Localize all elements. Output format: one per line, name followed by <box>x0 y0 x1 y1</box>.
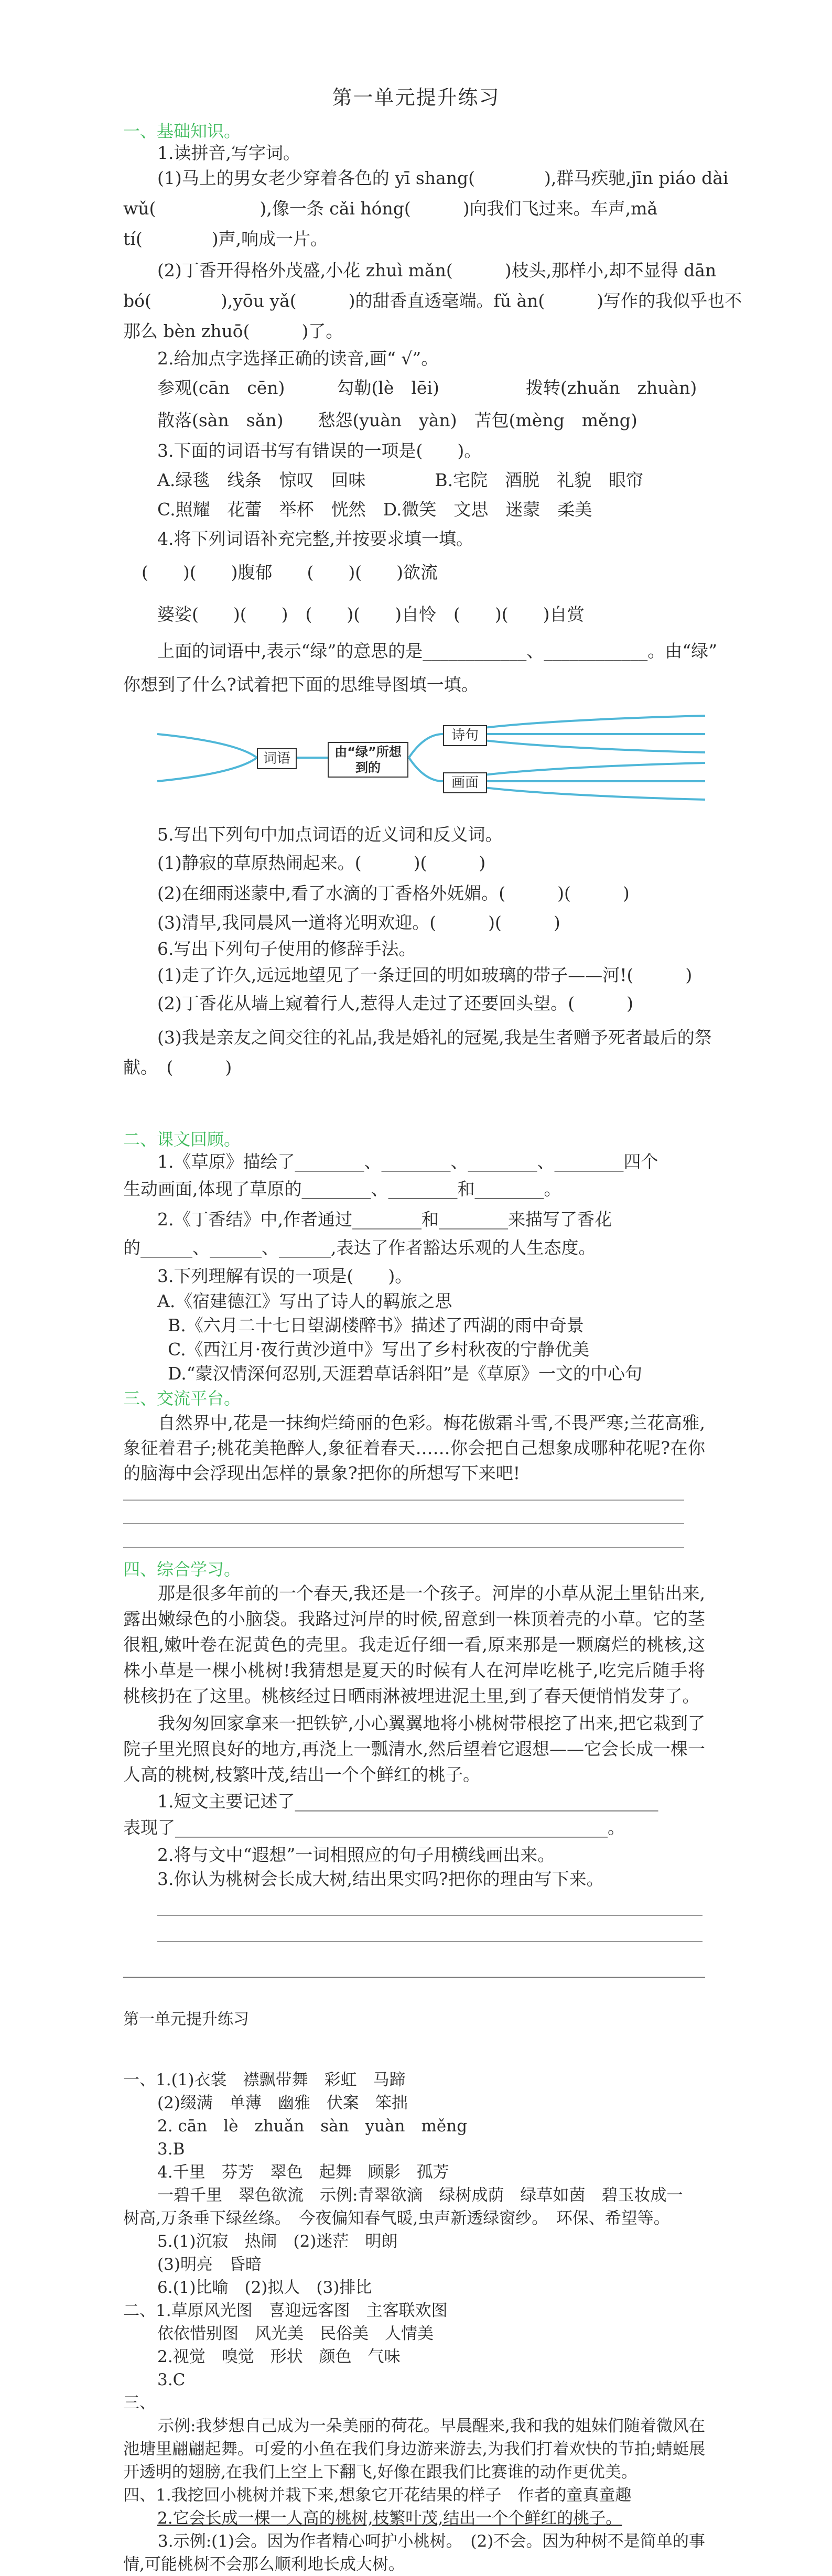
mind-map-node-scenes: 画面 <box>443 772 487 793</box>
q6-prompt: 6.写出下列句子使用的修辞手法。 <box>157 939 416 959</box>
q3-options-ab: A.绿毯 线条 惊叹 回味 B.宅院 酒脱 礼貌 眼帘 <box>157 470 644 490</box>
q2-line-2: 散落(sàn sǎn) 愁怨(yuàn yàn) 苫包(mèng měng) <box>157 410 637 430</box>
q3-prompt: 3.下面的词语书写有错误的一项是( )。 <box>157 440 482 461</box>
q6-line-4: 献。 ( ) <box>123 1057 232 1077</box>
section-heading-review: 二、课文回顾。 <box>123 1129 241 1149</box>
q5-prompt: 5.写出下列句中加点词语的近义词和反义词。 <box>157 824 503 845</box>
s2-q3-option-b: B.《六月二十七日望湖楼醉书》描述了西湖的雨中奇景 <box>168 1315 584 1335</box>
q6-line-3: (3)我是亲友之间交往的礼品,我是婚礼的冠冕,我是生者赠予死者最后的祭 <box>157 1027 712 1048</box>
q1-prompt: 1.读拼音,写字词。 <box>157 143 300 163</box>
answer-1-10: 6.(1)比喻 (2)拟人 (3)排比 <box>157 2278 372 2297</box>
answer-1-4: 3.B <box>157 2140 185 2159</box>
answer-line[interactable] <box>123 1500 684 1501</box>
answer-4-3: 3.示例:(1)会。因为作者精心呵护小桃树。 (2)不会。因为种树不是简单的事情,可能桃树不会那么顺利地长成大树。 <box>123 2532 705 2574</box>
s4-q3: 3.你认为桃树会长成大树,结出果实吗?把你的理由写下来。 <box>157 1869 604 1889</box>
q5-line-3: (3)清早,我同晨风一道将光明欢迎。( )( ) <box>157 912 560 933</box>
answer-1-6: 一碧千里 翠色欲流 示例:青翠欲滴 绿树成荫 绿草如茵 碧玉妆成一 <box>157 2186 683 2205</box>
s2-q2-line-2: 的______、______、______,表达了作者豁达乐观的人生态度。 <box>123 1237 596 1258</box>
answers-title: 第一单元提升练习 <box>123 2010 249 2029</box>
answer-1-3: 2. cān lè zhuǎn sàn yuàn měng <box>157 2117 468 2136</box>
section-divider <box>123 1977 705 1978</box>
section-heading-basics: 一、基础知识。 <box>123 121 241 141</box>
section-heading-comprehensive: 四、综合学习。 <box>123 1559 241 1579</box>
q5-line-2: (2)在细雨迷蒙中,看了水滴的丁香格外妩媚。( )( ) <box>157 883 630 903</box>
answer-3-paragraph: 示例:我梦想自己成为一朵美丽的荷花。早晨醒来,我和我的姐妹们随着微风在池塘里翩翩起舞。可爱的小鱼在我们身边游来游去,为我们打着欢快的节拍;蜻蜓展开透明的翅膀,在我们上空上下翻飞,好像在跟我们比赛谁的动作更优美。 <box>123 2417 705 2482</box>
s2-q3-option-d: D.“蒙汉情深何忍别,天涯碧草话斜阳”是《草原》一文的中心句 <box>168 1363 643 1384</box>
s2-q3-option-c: C.《西江月·夜行黄沙道中》写出了乡村秋夜的宁静优美 <box>168 1339 590 1360</box>
answer-line[interactable] <box>157 1915 703 1916</box>
mind-map-lines <box>157 705 705 813</box>
q6-line-1: (1)走了许久,远远地望见了一条迂回的明如玻璃的带子——河!( ) <box>157 965 693 985</box>
answer-3-heading: 三、 <box>123 2394 156 2412</box>
answer-1-9: (3)明亮 昏暗 <box>157 2255 262 2274</box>
q1-line-6: 那么 bèn zhuō( )了。 <box>123 321 343 341</box>
q3-options-cd: C.照耀 花蕾 举杯 恍然 D.微笑 文思 迷蒙 柔美 <box>157 499 592 520</box>
s2-q3-prompt: 3.下列理解有误的一项是( )。 <box>157 1266 413 1286</box>
q1-line-3: tí( )声,响成一片。 <box>123 229 328 249</box>
answer-line[interactable] <box>123 1547 684 1548</box>
q4-line-4: 你想到了什么?试着把下面的思维导图填一填。 <box>123 674 479 695</box>
answer-1-7: 树高,万条垂下绿丝绦。 今夜偏知春气暖,虫声新透绿窗纱。 环保、希望等。 <box>123 2209 670 2228</box>
q1-line-5: bó( ),yōu yǎ( )的甜香直透毫端。fǔ àn( )写作的我似乎也不 <box>123 290 742 311</box>
q5-line-1: (1)静寂的草原热闹起来。( )( ) <box>157 853 486 873</box>
q1-line-1: (1)马上的男女老少穿着各色的 yī shang( ),群马疾驰,jīn piáo dài <box>157 168 729 188</box>
answer-2-1: 二、1.草原风光图 喜迎远客图 主客联欢图 <box>123 2301 448 2320</box>
mind-map-node-words: 词语 <box>257 748 297 769</box>
s4-q2: 2.将与文中“遐想”一词相照应的句子用横线画出来。 <box>157 1845 555 1865</box>
s4-paragraph-2: 我匆匆回家拿来一把铁铲,小心翼翼地将小桃树带根挖了出来,把它栽到了院子里光照良好的地方,再浇上一瓢清水,然后望着它遐想——它会长成一棵一人高的桃树,枝繁叶茂,结出一个个鲜红的桃子。 <box>123 1713 705 1785</box>
answer-4-2: 2.它会长成一棵一人高的桃树,枝繁叶茂,结出一个个鲜红的桃子。 <box>157 2509 622 2528</box>
s4-q1-line-2: 表现了__________________________________________________。 <box>123 1817 625 1838</box>
answer-2-2: 依依惜别图 风光美 民俗美 人情美 <box>157 2324 434 2343</box>
s3-paragraph: 自然界中,花是一抹绚烂绮丽的色彩。梅花傲霜斗雪,不畏严寒;兰花高雅,象征着君子;桃花美艳醉人,象征着春天……你会把自己想象成哪种花呢?在你的脑海中会浮现出怎样的景象?把你的所想写下来吧! <box>123 1413 705 1483</box>
s2-q3-option-a: A.《宿建德江》写出了诗人的羁旅之思 <box>157 1291 452 1311</box>
answer-1-8: 5.(1)沉寂 热闹 (2)迷茫 明朗 <box>157 2232 398 2251</box>
q1-line-4: (2)丁香开得格外茂盛,小花 zhuì mǎn( )枝头,那样小,却不显得 dān <box>157 260 717 281</box>
q4-line-3: 上面的词语中,表示“绿”的意思的是____________、____________。由“绿” <box>157 641 717 661</box>
q4-line-2: 婆娑( )( ) ( )( )自怜 ( )( )自赏 <box>157 604 585 624</box>
mind-map-diagram <box>157 705 705 813</box>
q2-prompt: 2.给加点字选择正确的读音,画“ √”。 <box>157 348 439 369</box>
mind-map-center-node: 由“绿”所想到的 <box>328 742 408 778</box>
answer-4-1: 四、1.我挖回小桃树并栽下来,想象它开花结果的样子 作者的童真童趣 <box>123 2486 632 2505</box>
s2-q1-line-2: 生动画面,体现了草原的________、________和________。 <box>123 1179 561 1199</box>
answer-2-4: 3.C <box>157 2370 186 2389</box>
page-title: 第一单元提升练习 <box>332 86 500 109</box>
q4-line-1: ( )( )腹郁 ( )( )欲流 <box>142 562 438 583</box>
q1-line-2: wǔ( ),像一条 cǎi hóng( )向我们飞过来。车声,mǎ <box>123 198 658 219</box>
answer-1-1: 一、1.(1)衣裳 襟飘带舞 彩虹 马蹄 <box>123 2071 406 2089</box>
mind-map-node-poems: 诗句 <box>443 725 487 746</box>
answer-line[interactable] <box>157 1941 703 1942</box>
s2-q2-line-1: 2.《丁香结》中,作者通过________和________来描写了香花 <box>157 1209 612 1230</box>
answer-2-3: 2.视觉 嗅觉 形状 颜色 气味 <box>157 2347 401 2366</box>
q2-line-1: 参观(cān cēn) 勾勒(lè lēi) 拨转(zhuǎn zhuàn) <box>157 378 697 398</box>
answer-line[interactable] <box>123 1523 684 1524</box>
section-heading-exchange: 三、交流平台。 <box>123 1388 241 1408</box>
s4-paragraph-1: 那是很多年前的一个春天,我还是一个孩子。河岸的小草从泥土里钻出来,露出嫩绿色的小脑袋。我路过河岸的时候,留意到一株顶着壳的小草。它的茎很粗,嫩叶卷在泥黄色的壳里。我走近仔细一看,原来那是一颗腐烂的桃核,这株小草是一棵小桃树!我猜想是夏天的时候有人在河岸吃桃子,吃完后随手将桃核扔在了这里。桃核经过日晒雨淋被埋进泥土里,到了春天便悄悄发芽了。 <box>123 1583 705 1706</box>
answer-1-2: (2)缀满 单薄 幽雅 伏案 笨拙 <box>157 2094 408 2112</box>
s4-q1-line-1: 1.短文主要记述了__________________________________________ <box>157 1791 658 1812</box>
s2-q1-line-1: 1.《草原》描绘了________、________、________、________四个 <box>157 1151 658 1172</box>
answer-1-5: 4.千里 芬芳 翠色 起舞 顾影 孤芳 <box>157 2163 449 2182</box>
q6-line-2: (2)丁香花从墙上窥着行人,惹得人走过了还要回头望。( ) <box>157 993 633 1014</box>
q4-prompt: 4.将下列词语补充完整,并按要求填一填。 <box>157 529 473 549</box>
